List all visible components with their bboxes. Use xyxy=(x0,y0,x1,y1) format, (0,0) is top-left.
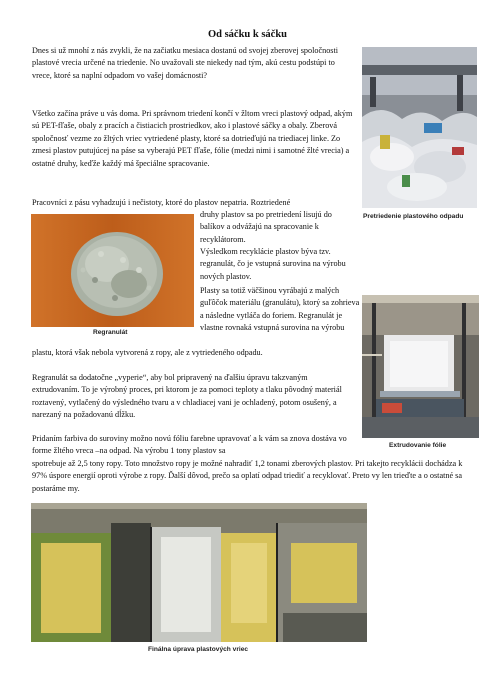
paragraph-home-sorting: Všetko začína práve u vás doma. Pri správnom triedení končí v žltom vreci plastový odpad, akým sú PET-fľaše, obaly z pracích a čistiacich prostriedkov, ako i plastové sáčky a obaly. Zberová spoločnosť vezme zo žltých vriec vytriedené plasty, ktoré sa dotrieďujú na triediacej linke. Zo zmesi plastov putujúcej na páse sa vyberajú PET fľaše, fólie (medzi nimi i samotné žlté vrecia) a ostatné druhy, keďže každý má špeciálne spracovanie. xyxy=(32,109,353,168)
paragraph-regranulate: Výsledkom recyklácie plastov býva tzv. regranulát, čo je vstupná surovina na výrobu nových plastov. xyxy=(200,247,346,281)
paragraph-workers-rest: druhy plastov sa po pretriedení lisujú do balíkov a odvážajú na spracovanie k recyklátorom. xyxy=(200,210,332,244)
page-title: Od sáčku k sáčku xyxy=(207,29,288,40)
paragraph-granules: Plasty sa totiž väčšinou vyrábajú z malých guľôčok materiálu (granulátu), ktorý sa zohrieva a následne vytláča do foriem. Regranulát je vlastne rovnaká vstupná surovina na výrobu xyxy=(200,286,360,333)
caption-bag-finishing: Finálna úprava plastových vriec xyxy=(148,646,249,653)
paragraph-intro: Dnes si už mnohí z nás zvykli, že na začiatku mesiaca dostanú od svojej zberovej spoločnosti plastové vrecia určené na triedenie. No uvažovali ste niekedy nad tým, akú cestu podstúpi to vrece, ktoré sa naplní odpadom vo vašej domácnosti? xyxy=(32,46,339,80)
photo-waste-sorting xyxy=(362,47,477,208)
paragraph-coloring: Pridaním farbiva do suroviny možno novú fóliu farebne upravovať a k vám sa znova dostáva vo forme žltého vreca –na odpad. Na výrobu 1 tony plastov sa xyxy=(32,434,347,456)
photo-film-extrusion xyxy=(362,295,479,438)
caption-film-extrusion: Extrudovanie fólie xyxy=(389,442,447,449)
caption-waste-sorting: Pretriedenie plastového odpadu xyxy=(363,213,464,220)
paragraph-granules-end: plastu, ktorá však nebola vytvorená z ropy, ale z vytriedeného odpadu. xyxy=(32,348,263,357)
paragraph-oil-savings: spotrebuje až 2,5 tony ropy. Toto množstvo ropy je možné nahradiť 1,2 tonami zberových plastov. Pri takejto recyklácii dochádza k 97% úspore energií oproti výrobe z ropy. Ďalší dôvod, prečo sa oplatí odpad triediť a recyklovať. Preto vy len trieďte a o ostatné sa postaráme my. xyxy=(32,459,463,493)
caption-regranulate: Regranulát xyxy=(93,329,128,336)
photo-bag-finishing xyxy=(31,503,367,642)
photo-regranulate xyxy=(31,214,194,327)
paragraph-extrusion: Regranulát sa dodatočne „vyperie“, aby bol pripravený na ďalšiu úpravu takzvaným extrudovaním. To je výrobný proces, pri ktorom je za pomoci teploty a tlaku pôvodný materiál roztavený, vytlačený do výsledného tvaru a v chladiacej vani je ochladený, potom osušený, a narezaný na požadovanú dĺžku. xyxy=(32,373,342,420)
paragraph-workers-line1: Pracovníci z pásu vyhadzujú i nečistoty, ktoré do plastov nepatria. Roztriedené xyxy=(32,198,291,207)
